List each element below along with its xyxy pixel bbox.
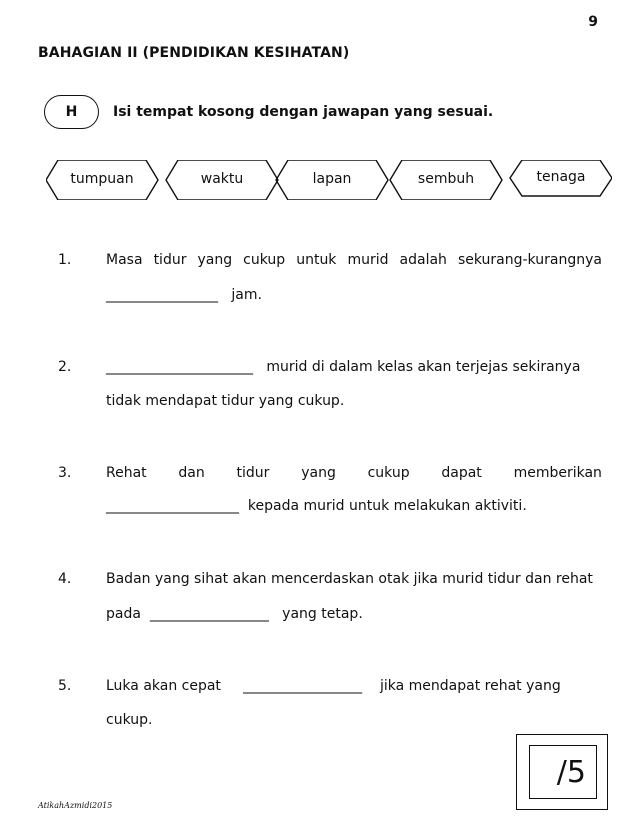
question-3-line-1: [106, 465, 602, 481]
word: Rehat: [106, 465, 147, 481]
question-number: 3.: [58, 465, 72, 481]
question-2-line-2: tidak mendapat tidur yang cukup.: [106, 393, 345, 409]
question-5-line-1: Luka akan cepat _________________ jika mendapat rehat yang: [106, 678, 561, 694]
question-5-line-2: cukup.: [106, 712, 153, 728]
word-bank-item: tumpuan: [70, 171, 134, 187]
question-1-line-1: [106, 252, 602, 268]
question-number: 1.: [58, 252, 72, 268]
question-2-line-1: _____________________ murid di dalam kelas akan terjejas sekiranya: [106, 359, 581, 375]
question-number: 2.: [58, 359, 72, 375]
word: memberikan: [513, 465, 602, 481]
word: adalah: [399, 252, 447, 268]
author-credit: AtikahAzmidi2015: [38, 801, 113, 810]
word: cukup: [243, 252, 286, 268]
word: Masa: [106, 252, 143, 268]
word-bank-item: waktu: [200, 171, 244, 187]
question-number: 4.: [58, 571, 72, 587]
section-badge: H: [44, 95, 99, 129]
word-bank-item: sembuh: [417, 171, 475, 187]
score-box: [516, 734, 608, 810]
word-bank-item: lapan: [312, 171, 352, 187]
question-3-line-2: ___________________ kepada murid untuk melakukan aktiviti.: [106, 498, 527, 514]
question-1-line-2: ________________ jam.: [106, 287, 262, 303]
word: dan: [178, 465, 205, 481]
instruction-text: Isi tempat kosong dengan jawapan yang sesuai.: [113, 104, 494, 120]
word-bank-item: tenaga: [536, 169, 586, 185]
word: sekurang-kurangnya: [457, 252, 602, 268]
word: yang: [197, 252, 233, 268]
page-number: 9: [588, 14, 598, 30]
word: murid: [347, 252, 389, 268]
word: dapat: [441, 465, 482, 481]
word-bank: [46, 160, 612, 200]
question-number: 5.: [58, 678, 72, 694]
word: yang: [301, 465, 336, 481]
word: tidur: [153, 252, 187, 268]
word: untuk: [296, 252, 337, 268]
section-title: BAHAGIAN II (PENDIDIKAN KESIHATAN): [38, 45, 350, 61]
score-total: /5: [556, 754, 586, 790]
question-4-line-2: pada _________________ yang tetap.: [106, 606, 363, 622]
score-field: [529, 745, 597, 799]
word: tidur: [236, 465, 270, 481]
word: cukup: [367, 465, 410, 481]
question-4-line-1: Badan yang sihat akan mencerdaskan otak jika murid tidur dan rehat: [106, 571, 593, 587]
